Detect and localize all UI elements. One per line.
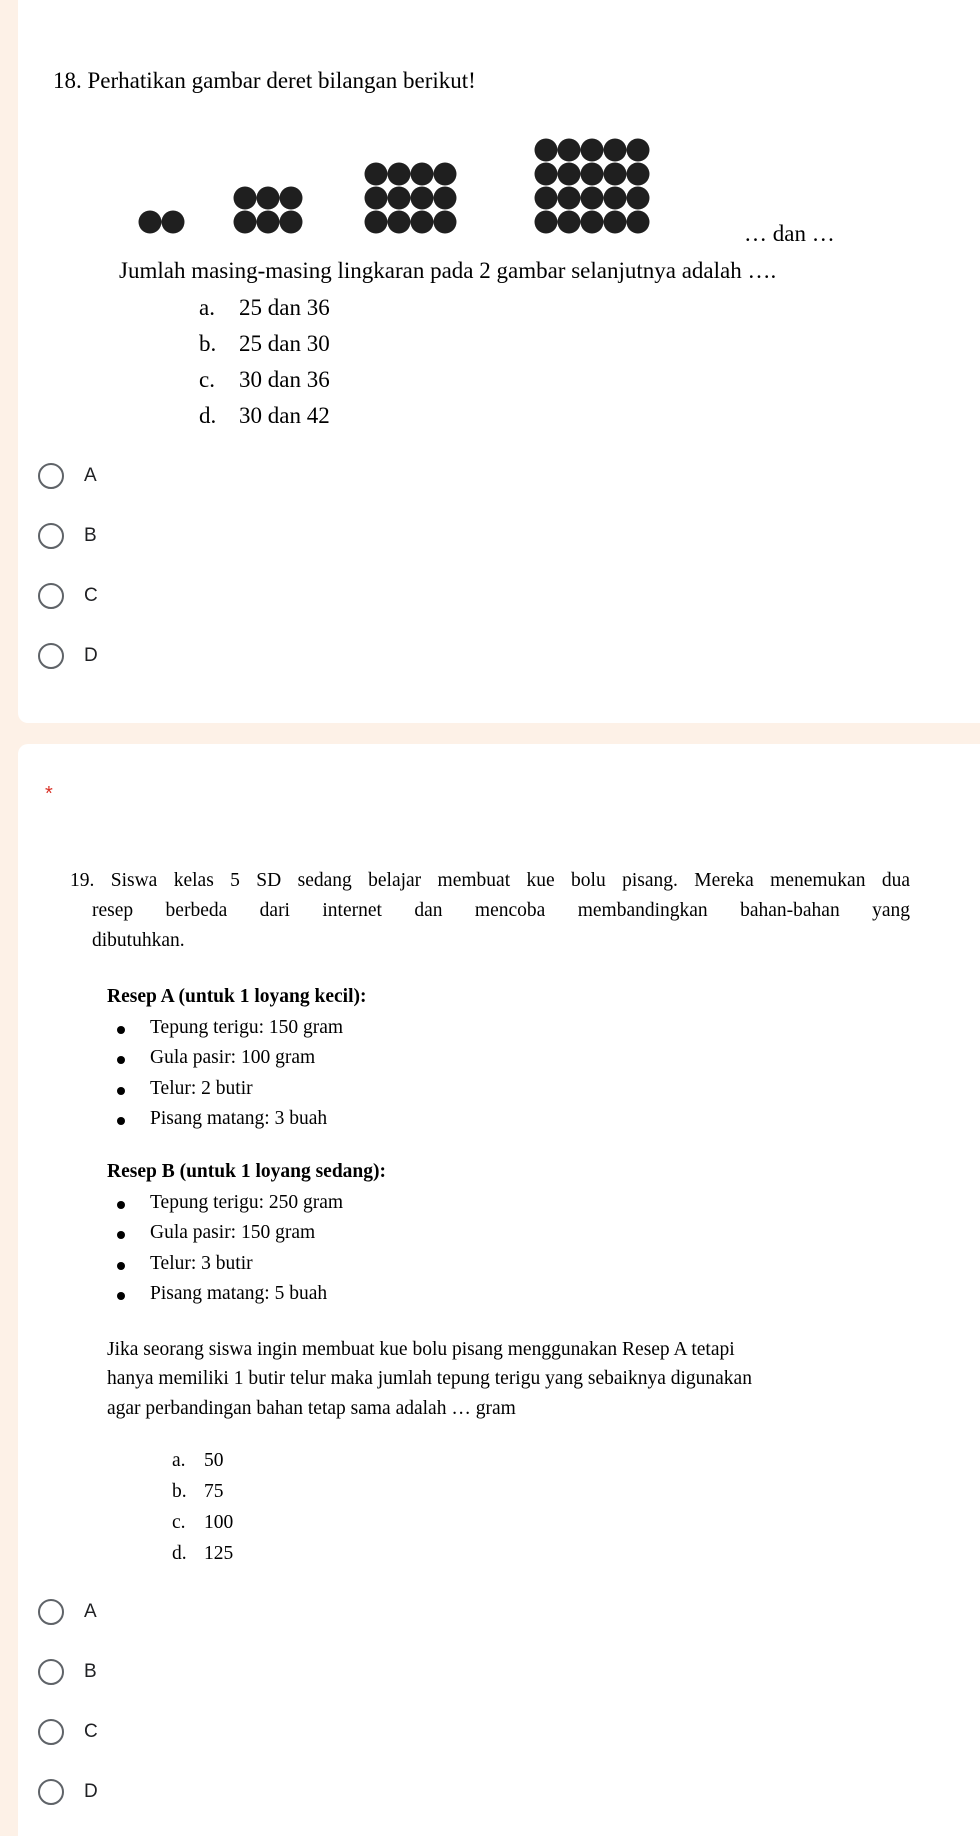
pattern-dot [365,187,388,210]
q19-choice-a[interactable]: A [38,1597,97,1627]
pattern-dot [388,163,411,186]
radio-button-icon[interactable] [38,1719,64,1745]
q19-choice-b[interactable]: B [38,1657,97,1687]
pattern-dot [558,187,581,210]
pattern-dot [604,187,627,210]
pattern-dot [604,163,627,186]
recipe-a-title: Resep A (untuk 1 loyang kecil): [107,986,367,1007]
q19-choice-d[interactable]: D [38,1777,98,1807]
q18-choice-c[interactable]: C [38,581,98,611]
q19-question-line-3: agar perbandingan bahan tetap sama adalah … gram [107,1398,516,1419]
q19-intro-line-2: resep berbeda dari internet dan mencoba membandingkan bahan-bahan yang [92,900,910,921]
q19-option-c: c. 100 [172,1512,234,1533]
pattern-dot [558,163,581,186]
pattern-dot [280,211,303,234]
q19-option-b: b. 75 [172,1481,224,1502]
pattern-dot [411,163,434,186]
pattern-dot [365,163,388,186]
radio-button-icon[interactable] [38,463,64,489]
pattern-dot [234,187,257,210]
pattern-dot [280,187,303,210]
q18-option-c: c. 30 dan 36 [199,367,330,392]
q19-intro-line-3: dibutuhkan. [92,930,185,951]
pattern-figure-4 [535,139,650,234]
pattern-figure-1 [139,211,185,234]
pattern-dot [434,211,457,234]
pattern-dot [388,211,411,234]
pattern-dot [411,211,434,234]
pattern-dot [604,211,627,234]
pattern-dot [581,139,604,162]
pattern-continuation: … dan … [744,221,835,246]
q19-question-line-2: hanya memiliki 1 butir telur maka jumlah tepung terigu yang sebaiknya digunakan [107,1368,752,1389]
q18-choice-b[interactable]: B [38,521,97,551]
pattern-dot [365,211,388,234]
pattern-dot [257,187,280,210]
pattern-dot [388,187,411,210]
pattern-dot [581,163,604,186]
pattern-dot [627,187,650,210]
q18-choice-a[interactable]: A [38,461,97,491]
q18-option-a: a. 25 dan 36 [199,295,330,320]
required-asterisk: * [45,783,53,805]
pattern-dot [434,163,457,186]
pattern-dot [627,163,650,186]
pattern-dot [535,187,558,210]
pattern-dot [627,211,650,234]
q19-option-d: d. 125 [172,1543,234,1564]
pattern-dot [434,187,457,210]
pattern-dot [139,211,162,234]
pattern-dot [162,211,185,234]
radio-button-icon[interactable] [38,1659,64,1685]
pattern-dot [535,211,558,234]
pattern-dot [411,187,434,210]
pattern-dot [558,139,581,162]
q19-question-line-1: Jika seorang siswa ingin membuat kue bolu pisang menggunakan Resep A tetapi [107,1339,735,1360]
recipe-b-title: Resep B (untuk 1 loyang sedang): [107,1161,387,1182]
radio-button-icon[interactable] [38,1599,64,1625]
radio-button-icon[interactable] [38,583,64,609]
question-18-prompt: Jumlah masing-masing lingkaran pada 2 gambar selanjutnya adalah …. [119,258,777,283]
pattern-figure-3 [365,163,457,234]
pattern-dot [604,139,627,162]
pattern-dot [627,139,650,162]
question-18-title: 18. Perhatikan gambar deret bilangan berikut! [53,68,476,93]
pattern-dot [581,187,604,210]
q19-option-a: a. 50 [172,1450,224,1471]
q18-option-d: d. 30 dan 42 [199,403,330,428]
radio-button-icon[interactable] [38,523,64,549]
pattern-dot [535,139,558,162]
q19-choice-c[interactable]: C [38,1717,98,1747]
radio-button-icon[interactable] [38,1779,64,1805]
pattern-dot [581,211,604,234]
pattern-dot [257,211,280,234]
q18-choice-d[interactable]: D [38,641,98,671]
radio-button-icon[interactable] [38,643,64,669]
q18-option-b: b. 25 dan 30 [199,331,330,356]
pattern-dot [234,211,257,234]
pattern-dot [535,163,558,186]
q19-intro-line-1: 19. Siswa kelas 5 SD sedang belajar membuat kue bolu pisang. Mereka menemukan dua [70,870,910,891]
pattern-dot [558,211,581,234]
pattern-figure-2 [234,187,303,234]
